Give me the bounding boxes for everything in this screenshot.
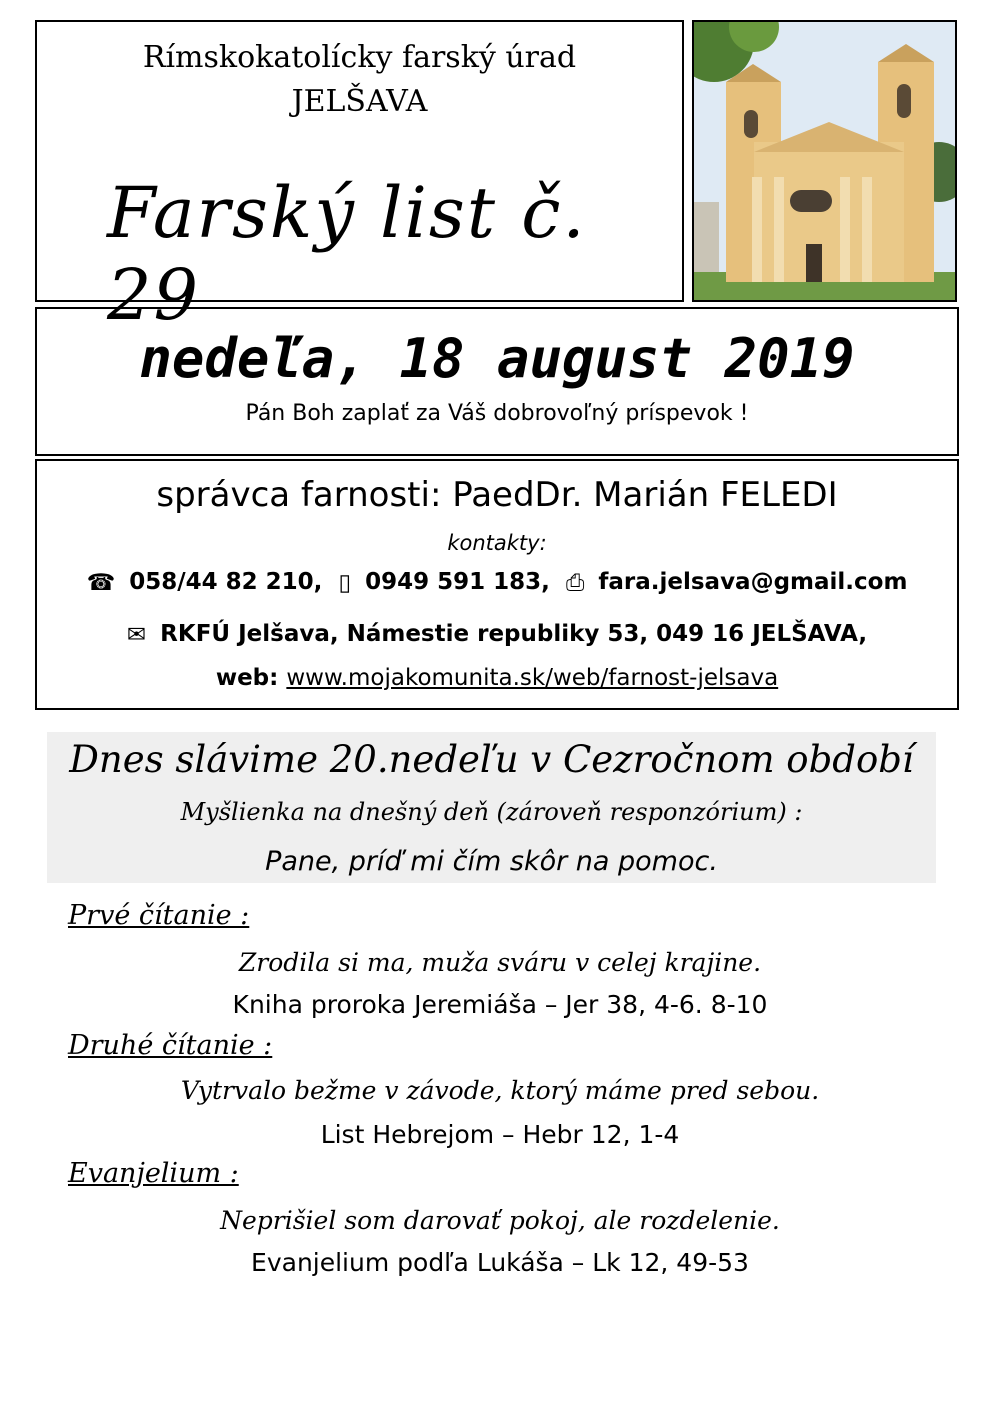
contact-row-address	[37, 621, 957, 648]
gospel-heading: Evanjelium :	[68, 1158, 239, 1189]
first-reading-quote: Zrodila si ma, muža sváru v celej krajine.	[238, 948, 762, 977]
parish-office-name	[37, 36, 682, 124]
mobile-number: 0949 591 183,	[365, 569, 550, 595]
sunday-title: Dnes slávime 20.nedeľu v Cezročnom období	[69, 738, 914, 781]
parish-office-line2: JELŠAVA	[291, 84, 428, 119]
contact-box	[35, 459, 959, 710]
phone-icon: ☎	[86, 569, 116, 596]
second-reading-quote: Vytrvalo bežme v závode, ktorý máme pred sebou.	[180, 1076, 820, 1105]
first-reading-heading: Prvé čítanie :	[68, 900, 250, 931]
envelope-icon: ✉	[126, 621, 147, 648]
newsletter-title: Farský list č. 29	[107, 172, 587, 336]
gospel-quote: Neprišiel som darovať pokoj, ale rozdelenie.	[220, 1206, 780, 1235]
web-link[interactable]: www.mojakomunita.sk/web/farnost-jelsava	[286, 665, 779, 691]
gospel-reference: Evanjelium podľa Lukáša – Lk 12, 49-53	[251, 1248, 749, 1277]
contact-row-web	[37, 665, 957, 691]
parish-office-line1: Rímskokatolícky farský úrad	[142, 40, 577, 75]
phone-number: 058/44 82 210,	[129, 569, 323, 595]
second-reading-reference: List Hebrejom – Hebr 12, 1-4	[320, 1120, 680, 1149]
church-photo	[692, 20, 957, 302]
header-box	[35, 20, 684, 336]
contacts-label: kontakty:	[447, 531, 547, 555]
sunday-theme	[47, 732, 936, 883]
thought-of-the-day: Myšlienka na dnešný deň (zároveň responzórium) :	[180, 798, 803, 826]
church-illustration	[694, 22, 955, 300]
parish-administrator: správca farnosti: PaedDr. Marián FELEDI	[156, 475, 838, 515]
contact-row-phone	[37, 569, 957, 596]
postal-address: RKFÚ Jelšava, Námestie republiky 53, 049 16 JELŠAVA,	[160, 621, 868, 647]
responsorial-verse: Pane, príď mi čím skôr na pomoc.	[265, 846, 718, 877]
second-reading-heading: Druhé čítanie :	[68, 1030, 273, 1061]
first-reading-reference: Kniha proroka Jeremiáša – Jer 38, 4-6. 8-10	[232, 990, 768, 1019]
email-address[interactable]: fara.jelsava@gmail.com	[598, 569, 908, 595]
web-label: web:	[215, 665, 279, 691]
donation-thanks: Pán Boh zaplať za Váš dobrovoľný príspevok !	[245, 401, 749, 426]
mobile-phone-icon: ▯	[338, 569, 352, 596]
issue-date: nedeľa, 18 august 2019	[139, 327, 855, 390]
fax-icon: ⎙	[565, 569, 585, 596]
date-box	[35, 307, 959, 456]
